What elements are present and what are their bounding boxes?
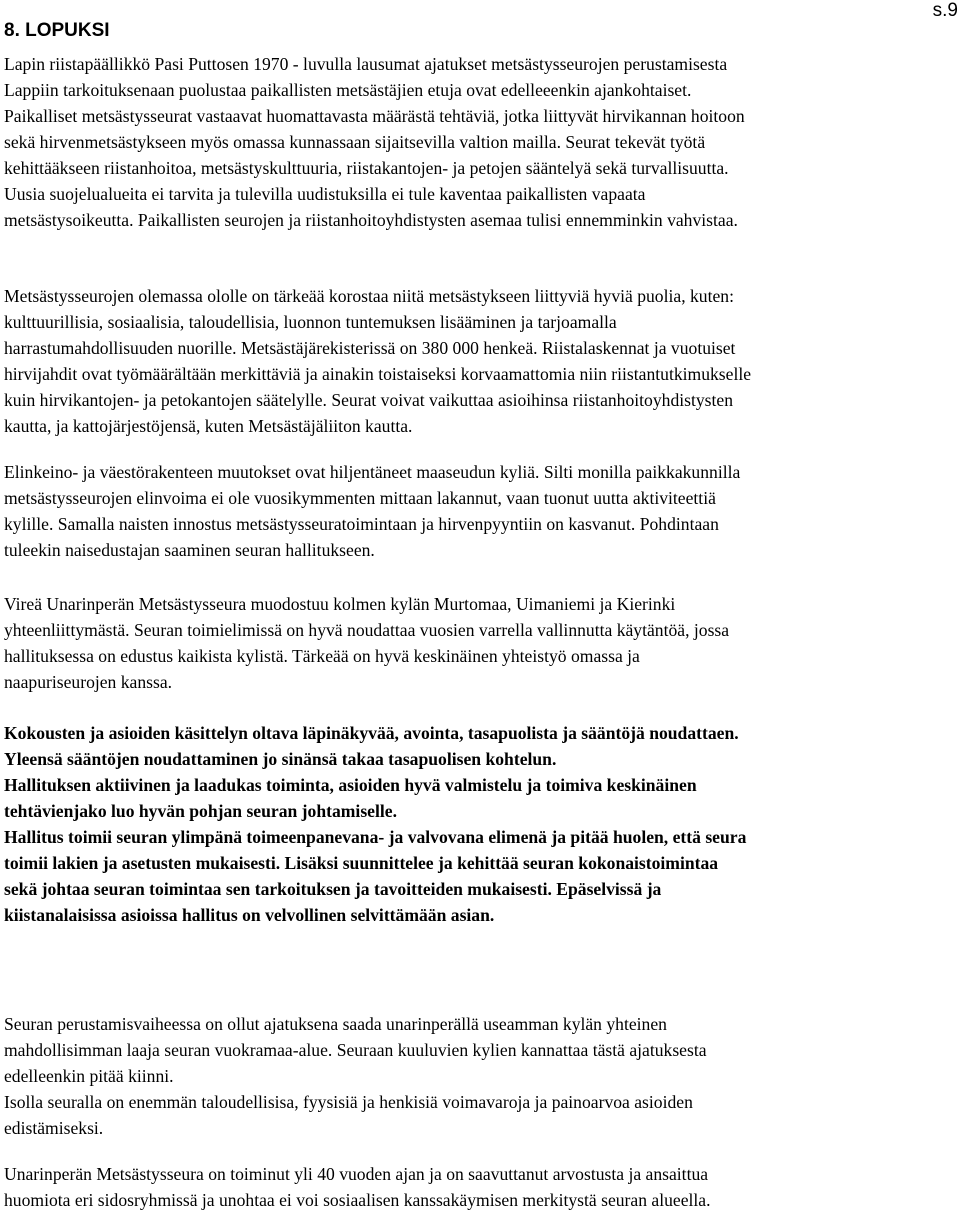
paragraph-perustamisvaihe: Seuran perustamisvaiheessa on ollut ajatuksena saada unarinperällä useamman kylän yhteinen mahdollisimman laaja seuran vuokramaa-alue. Seuraan kuuluvien kylien kannattaa tästä ajatuksesta edelleenkin pitää kiinni. Isolla seuralla on enemmän taloudellisisa, fyysisiä ja henkisiä voimavaroja ja painoarvoa asioiden edistämiseksi. (4, 1014, 707, 1138)
page-number: s.9 (932, 0, 958, 21)
paragraph-kokousten-kasittely-bold: Kokousten ja asioiden käsittelyn oltava läpinäkyvää, avointa, tasapuolista ja sääntöjä noudattaen. Yleensä sääntöjen noudattaminen jo sinänsä takaa tasapuolisen kohtelun. Hallituksen aktiivinen ja laadukas toiminta, asioiden hyvä valmistelu ja toimiva keskinäinen tehtävienjako luo hyvän pohjan seuran johtamiselle. Hallitus toimii seuran ylimpänä toimeenpanevana- ja valvovana elimenä ja pitää huolen, että seura toimii lakien ja asetusten mukaisesti. Lisäksi suunnittelee ja kehittää seuran kokonaistoimintaa sekä johtaa seuran toimintaa sen tarkoituksen ja tavoitteiden mukaisesti. Epäselvissä ja kiistanalaisissa asioissa hallitus on velvollinen selvittämään asian. (4, 723, 747, 925)
paragraph-metsastysseurojen-olemassaolo: Metsästysseurojen olemassa ololle on tärkeää korostaa niitä metsästykseen liittyviä hyviä puolia, kuten: kulttuurillisia, sosiaalisia, taloudellisia, luonnon tuntemuksen lisääminen ja tarjoamalla harrastumahdollisuuden nuorille. Metsästäjärekisterissä on 380 000 henkeä. Riistalaskennat ja vuotuiset hirvijahdit ovat työmäärältään merkittäviä ja ainakin toistaiseksi korvaamattomia niin riistantutkimukselle kuin hirvikantojen- ja petokantojen säätelylle. Seurat voivat vaikuttaa asioihinsa riistanhoitoyhdistysten kautta, ja kattojärjestöjensä, kuten Metsästäjäliiton kautta. (4, 286, 752, 436)
paragraph-toiminut-40-vuotta: Unarinperän Metsästysseura on toiminut yli 40 vuoden ajan ja on saavuttanut arvostusta ja ansaittua huomiota eri sidosryhmissä ja unohtaa ei voi sosiaalisen kanssakäymisen merkitystä seuran alueella. (4, 1164, 711, 1210)
paragraph-unarinperan-metsastysseura: Vireä Unarinperän Metsästysseura muodostuu kolmen kylän Murtomaa, Uimaniemi ja Kierinki yhteenliittymästä. Seuran toimielimissä on hyvä noudattaa vuosien varrella vallinnutta käytäntöä, jossa hallituksessa on edustus kaikista kylistä. Tärkeää on hyvä keskinäinen yhteistyö omassa ja naapuriseurojen kanssa. (4, 594, 730, 692)
paragraph-riistapaallikko: Lapin riistapäällikkö Pasi Puttosen 1970 - luvulla lausumat ajatukset metsästysseurojen perustamisesta Lappiin tarkoituksenaan puolustaa paikallisten metsästäjien etuja ovat edelleeenkin ajankohtaiset. Paikalliset metsästysseurat vastaavat huomattavasta määrästä tehtäviä, jotka liittyvät hirvikannan hoitoon sekä hirvenmetsästykseen myös omassa kunnassaan sijaitsevilla valtion mailla. Seurat tekevät työtä kehittääkseen riistanhoitoa, metsästyskulttuuria, riistakantojen- ja petojen sääntelyä sekä turvallisuutta. Uusia suojelualueita ei tarvita ja tulevilla uudistuksilla ei tule kaventaa paikallisten vapaata metsästysoikeutta. Paikallisten seurojen ja riistanhoitoyhdistysten asemaa tulisi ennemminkin vahvistaa. (4, 54, 745, 230)
paragraph-elinkeinorakenne: Elinkeino- ja väestörakenteen muutokset ovat hiljentäneet maaseudun kyliä. Silti monilla paikkakunnilla metsästysseurojen elinvoima ei ole vuosikymmenten mittaan lakannut, vaan tuonut uutta aktiviteettiä kylille. Samalla naisten innostus metsästysseuratoimintaan ja hirvenpyyntiin on kasvanut. Pohdintaan tuleekin naisedustajan saaminen seuran hallitukseen. (4, 462, 741, 560)
section-heading: 8. LOPUKSI (4, 20, 110, 41)
